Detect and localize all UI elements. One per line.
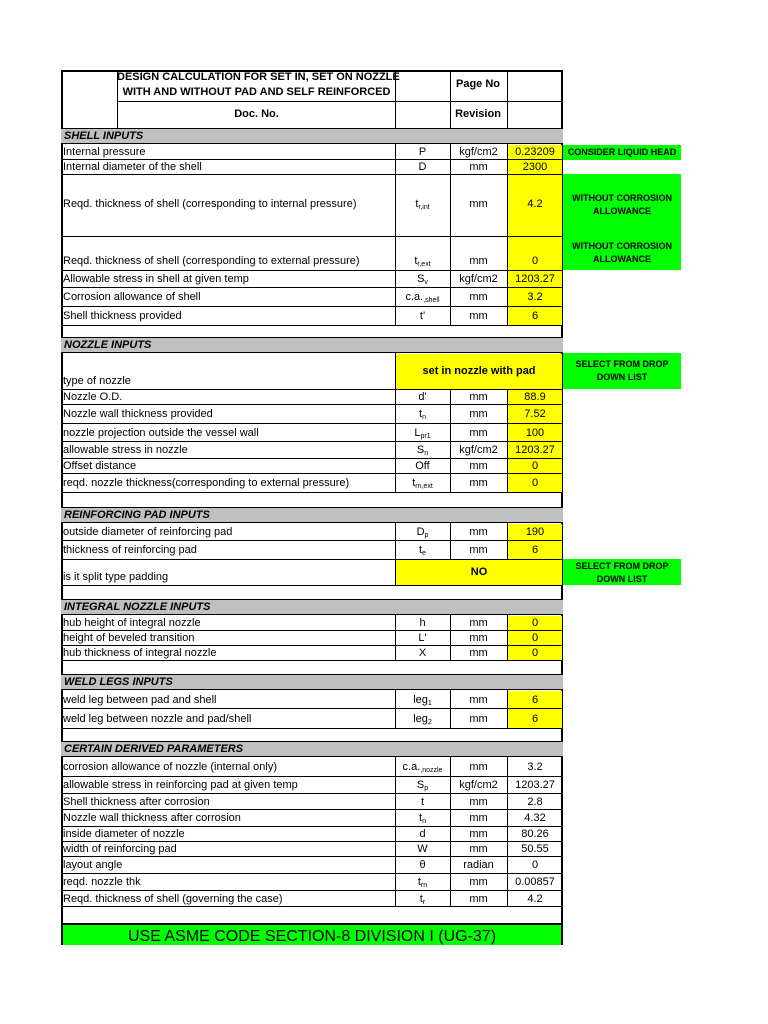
derived-row-label: reqd. nozzle thk [63, 876, 141, 888]
page-no-label: Page No [455, 78, 500, 90]
shell-row-symbol: $t_{r,ext}$ [414, 255, 431, 268]
weld-row-value[interactable]: 6 [531, 694, 539, 706]
nozzle-row-symbol: Off [415, 460, 430, 472]
derived-row-label: width of reinforcing pad [63, 843, 177, 855]
grid-line [117, 101, 563, 102]
derived-row-symbol: d [419, 828, 426, 840]
integral-row-value[interactable]: 0 [531, 632, 539, 644]
note-liquid-head [563, 145, 681, 160]
integral-row-label: hub thickness of integral nozzle [63, 647, 217, 659]
integral-row-symbol: L' [418, 632, 427, 644]
nozzle-row-unit: mm [469, 408, 488, 420]
derived-row-value: 3.2 [527, 761, 543, 773]
nozzle-row-symbol: $S_n$ [416, 444, 429, 457]
integral-row-value[interactable]: 0 [531, 647, 539, 659]
derived-row-unit: mm [469, 893, 488, 905]
section-reinforcing-pad-inputs-title: REINFORCING PAD INPUTS [64, 509, 210, 521]
pad-row-value[interactable]: 190 [525, 526, 545, 538]
shell-row-value[interactable]: 6 [531, 310, 539, 322]
weld-row-unit: mm [469, 713, 488, 725]
nozzle-row-label: nozzle projection outside the vessel wall [63, 427, 259, 439]
shell-row-unit: kgf/cm2 [459, 146, 498, 158]
nozzle-type-dropdown[interactable]: set in nozzle with pad [422, 365, 536, 377]
note-liquid-head-text: CONSIDER LIQUID HEAD [567, 147, 677, 157]
derived-row-unit: mm [469, 812, 488, 824]
derived-row-unit: mm [469, 828, 488, 840]
section-derived-parameters [61, 741, 563, 757]
shell-row-unit: mm [469, 161, 488, 173]
page-no-cell[interactable] [507, 71, 562, 101]
derived-row-unit: mm [469, 761, 488, 773]
shell-row-symbol: $c.a._{,shell}$ [405, 291, 440, 304]
derived-row-value: 80.26 [521, 828, 549, 840]
grid-line [61, 826, 563, 827]
pad-row-value[interactable]: 6 [531, 544, 539, 556]
integral-row-label: hub height of integral nozzle [63, 617, 201, 629]
section-weld-legs-inputs-title: WELD LEGS INPUTS [64, 676, 173, 688]
grid-line [61, 841, 563, 842]
note-select-dropdown-2-text: SELECT FROM DROP DOWN LIST [575, 561, 669, 584]
nozzle-row-unit: kgf/cm2 [459, 444, 498, 456]
shell-row-symbol: $S_v$ [417, 273, 428, 286]
grid-line [61, 708, 563, 709]
pad-row-unit: mm [469, 544, 488, 556]
derived-row-symbol: θ [419, 859, 426, 871]
grid-line [61, 890, 563, 891]
pad-row-label: thickness of reinforcing pad [63, 544, 197, 556]
nozzle-row-value[interactable]: 88.9 [524, 391, 546, 403]
grid-line [61, 306, 563, 307]
note-without-corrosion-2 [563, 236, 681, 270]
derived-row-label: corrosion allowance of nozzle (internal only) [63, 761, 277, 773]
derived-row-unit: kgf/cm2 [459, 779, 498, 791]
nozzle-row-label: Offset distance [63, 460, 137, 472]
grid-line [61, 236, 563, 237]
derived-row-symbol: t [420, 796, 425, 808]
derived-row-value: 2.8 [527, 796, 543, 808]
grid-line [61, 174, 563, 175]
nozzle-row-symbol: $t_n$ [419, 408, 426, 421]
derived-row-symbol: $t_{rn}$ [417, 876, 428, 889]
nozzle-row-unit: mm [469, 460, 488, 472]
shell-row-value[interactable]: 4.2 [527, 198, 543, 210]
shell-row-unit: mm [469, 255, 488, 267]
derived-row-unit: mm [469, 796, 488, 808]
title-line-1: DESIGN CALCULATION FOR SET IN, SET ON NOZZLE [117, 71, 400, 83]
grid-line [61, 287, 563, 288]
weld-row-symbol: leg$_1$ [413, 694, 432, 707]
grid-line [61, 325, 563, 326]
split-padding-dropdown[interactable]: NO [470, 566, 488, 578]
grid-line [61, 492, 563, 493]
section-nozzle-inputs-title: NOZZLE INPUTS [64, 339, 152, 351]
shell-row-symbol: t' [419, 310, 426, 322]
derived-row-value: 0.00857 [515, 876, 555, 888]
derived-row-label: inside diameter of nozzle [63, 828, 185, 840]
grid-line [61, 423, 563, 424]
derived-row-label: Reqd. thickness of shell (governing the case) [63, 893, 283, 905]
grid-line [61, 873, 563, 874]
title-line-2: WITH AND WITHOUT PAD AND SELF REINFORCED [122, 86, 391, 98]
shell-row-unit: mm [469, 310, 488, 322]
derived-row-label: layout angle [63, 859, 123, 871]
grid-line [61, 441, 563, 442]
derived-row-unit: mm [469, 843, 488, 855]
note-without-corrosion-1-text: WITHOUT CORROSION ALLOWANCE [572, 193, 672, 216]
nozzle-row-value[interactable]: 0 [531, 460, 539, 472]
grid-line [507, 71, 508, 128]
derived-row-value: 50.55 [521, 843, 549, 855]
grid-line [61, 404, 563, 405]
shell-row-symbol: $t_{r,int}$ [415, 198, 430, 211]
shell-row-label: Reqd. thickness of shell (corresponding to external pressure) [63, 255, 360, 267]
shell-row-value[interactable]: 3.2 [527, 291, 543, 303]
section-integral-nozzle-inputs-title: INTEGRAL NOZZLE INPUTS [64, 601, 211, 613]
grid-line [61, 728, 563, 729]
integral-row-symbol: h [419, 617, 426, 629]
shell-row-label: Corrosion allowance of shell [63, 291, 201, 303]
nozzle-row-symbol: $t_{rn,ext}$ [412, 477, 433, 490]
nozzle-row-value[interactable]: 1203.27 [515, 444, 555, 456]
nozzle-row-label: Nozzle O.D. [63, 391, 123, 403]
integral-row-unit: mm [469, 647, 488, 659]
derived-row-value: 0 [531, 859, 539, 871]
note-select-dropdown-2 [563, 559, 681, 585]
grid-line [61, 660, 563, 661]
weld-row-label: weld leg between nozzle and pad/shell [63, 713, 252, 725]
nozzle-row-label: Nozzle wall thickness provided [63, 408, 213, 420]
note-select-dropdown-1-text: SELECT FROM DROP DOWN LIST [575, 359, 669, 382]
integral-row-unit: mm [469, 617, 488, 629]
section-weld-legs-inputs [61, 674, 563, 690]
shell-row-value[interactable]: 2300 [522, 161, 548, 173]
shell-row-unit: mm [469, 198, 488, 210]
shell-row-unit: kgf/cm2 [459, 273, 498, 285]
grid-line [117, 71, 118, 128]
note-without-corrosion-1 [563, 174, 681, 236]
nozzle-row-unit: mm [469, 427, 488, 439]
nozzle-row-symbol: d' [418, 391, 427, 403]
grid-line [61, 159, 563, 160]
doc-no-label: Doc. No. [234, 108, 279, 120]
section-shell-inputs [61, 128, 563, 144]
weld-row-unit: mm [469, 694, 488, 706]
grid-line [61, 793, 563, 794]
shell-row-value[interactable]: 1203.27 [515, 273, 555, 285]
shell-row-label: Internal diameter of the shell [63, 161, 202, 173]
nozzle-row-symbol: $L_{pr1}$ [414, 427, 431, 440]
grid-line [61, 270, 563, 271]
grid-line [61, 809, 563, 810]
derived-row-symbol: $S_p$ [416, 779, 429, 792]
integral-row-label: height of beveled transition [63, 632, 195, 644]
shell-row-label: Reqd. thickness of shell (corresponding to internal pressure) [63, 198, 357, 210]
derived-row-value: 1203.27 [515, 779, 555, 791]
nozzle-row-unit: mm [469, 477, 488, 489]
revision-cell[interactable] [507, 101, 562, 128]
nozzle-row-label: allowable stress in nozzle [63, 444, 188, 456]
integral-row-symbol: X [418, 647, 427, 659]
shell-row-symbol: P [418, 146, 427, 158]
note-select-dropdown-1 [563, 353, 681, 389]
section-integral-nozzle-inputs [61, 599, 563, 615]
derived-row-unit: radian [463, 859, 494, 871]
revision-label: Revision [455, 108, 501, 120]
shell-row-label: Allowable stress in shell at given temp [63, 273, 249, 285]
derived-row-unit: mm [469, 876, 488, 888]
note-without-corrosion-2-text: WITHOUT CORROSION ALLOWANCE [572, 241, 672, 264]
derived-row-value: 4.32 [524, 812, 546, 824]
pad-row-symbol: $D_p$ [416, 526, 429, 539]
section-reinforcing-pad-inputs [61, 507, 563, 523]
grid-line [450, 71, 451, 128]
grid-line [61, 856, 563, 857]
grid-line [61, 645, 563, 646]
section-derived-parameters-title: CERTAIN DERIVED PARAMETERS [64, 743, 244, 755]
derived-row-symbol: $t_r$ [419, 893, 426, 906]
integral-row-unit: mm [469, 632, 488, 644]
nozzle-row-value[interactable]: 100 [525, 427, 545, 439]
pad-row-label: outside diameter of reinforcing pad [63, 526, 233, 538]
grid-line [61, 389, 563, 390]
grid-line [61, 458, 563, 459]
grid-line [61, 585, 563, 586]
pad-row-symbol: $t_e$ [419, 544, 426, 557]
nozzle-row-label: reqd. nozzle thickness(corresponding to external pressure) [63, 477, 350, 489]
footer-banner [61, 923, 563, 945]
grid-line [61, 630, 563, 631]
nozzle-row-unit: mm [469, 391, 488, 403]
shell-row-label: Internal pressure [63, 146, 146, 158]
nozzle-type-label: type of nozzle [63, 375, 131, 387]
derived-row-value: 4.2 [527, 893, 543, 905]
shell-row-unit: mm [469, 291, 488, 303]
section-shell-inputs-title: SHELL INPUTS [64, 130, 144, 142]
split-padding-label: is it split type padding [63, 571, 169, 583]
derived-row-label: allowable stress in reinforcing pad at given temp [63, 779, 298, 791]
shell-row-label: Shell thickness provided [63, 310, 182, 322]
grid-line [395, 71, 396, 128]
derived-row-symbol: $c.a._{,nozzle}$ [402, 761, 443, 774]
weld-row-value[interactable]: 6 [531, 713, 539, 725]
grid-line [61, 473, 563, 474]
derived-row-label: Nozzle wall thickness after corrosion [63, 812, 241, 824]
grid-line [61, 776, 563, 777]
nozzle-row-value[interactable]: 7.52 [524, 408, 546, 420]
nozzle-row-value[interactable]: 0 [531, 477, 539, 489]
shell-row-value[interactable]: 0 [531, 255, 539, 267]
weld-row-symbol: leg$_2$ [413, 713, 432, 726]
derived-row-symbol: W [417, 843, 428, 855]
pad-row-unit: mm [469, 526, 488, 538]
integral-row-value[interactable]: 0 [531, 617, 539, 629]
weld-row-label: weld leg between pad and shell [63, 694, 217, 706]
derived-row-label: Shell thickness after corrosion [63, 796, 210, 808]
grid-line [61, 540, 563, 541]
derived-row-symbol: $t_n$ [419, 812, 426, 825]
shell-row-symbol: D [418, 161, 427, 173]
section-nozzle-inputs [61, 337, 563, 353]
grid-line [61, 906, 563, 907]
footer-banner-text: USE ASME CODE SECTION-8 DIVISION I (UG-37) [127, 928, 497, 945]
shell-row-value[interactable]: 0.23209 [515, 146, 555, 158]
